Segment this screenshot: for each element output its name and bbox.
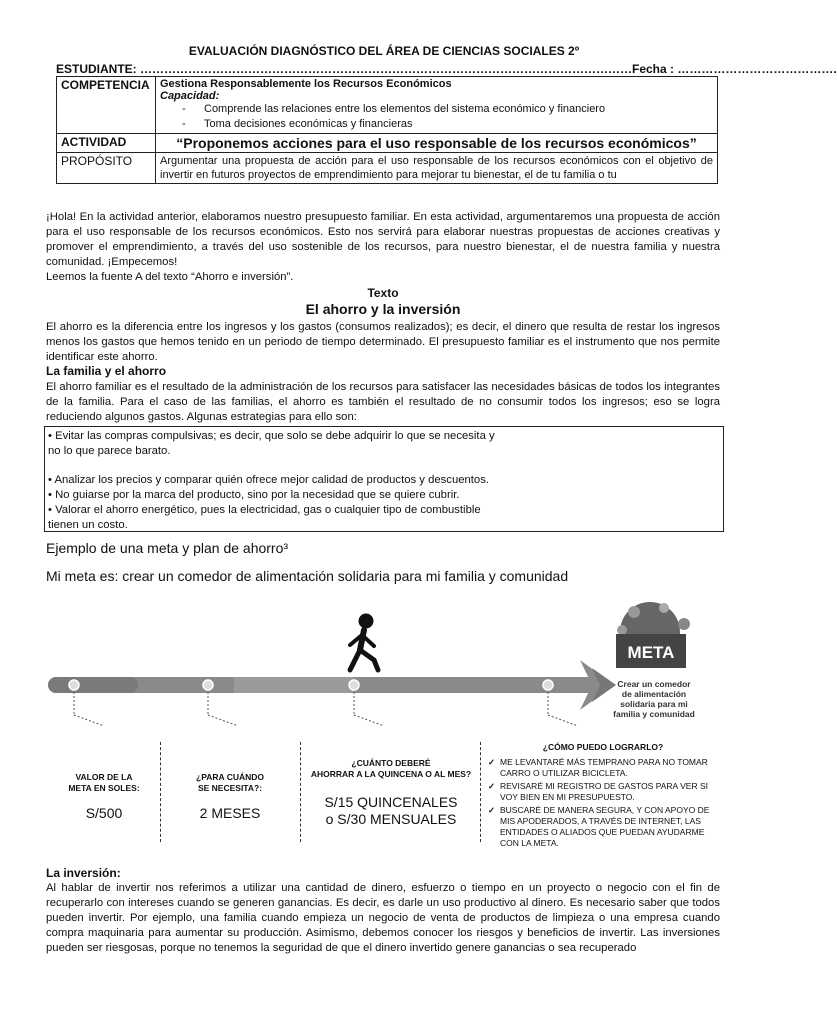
goal-value: S/500 xyxy=(85,805,123,821)
timeline-dot xyxy=(69,680,79,690)
page-title: EVALUACIÓN DIAGNÓSTICO DEL ÁREA DE CIENCIAS SOCIALES 2º xyxy=(188,44,580,58)
proposito-label: PROPÓSITO xyxy=(57,153,156,184)
competencia-value: Gestiona Responsablemente los Recursos Económicos xyxy=(160,78,452,90)
strategies-box xyxy=(44,426,724,532)
deadline-value: 2 MESES xyxy=(199,805,261,821)
example-goal: Mi meta es: crear un comedor de alimentación solidaria para mi familia y comunidad xyxy=(46,568,569,584)
saving-amount-value: S/15 QUINCENALES xyxy=(324,794,458,810)
strategy-item: • Analizar los precios y comparar quién ofrece mejor calidad de productos y descuentos. xyxy=(48,474,489,486)
example-title: Ejemplo de una meta y plan de ahorro³ xyxy=(46,540,289,556)
actividad-value: “Proponemos acciones para el uso responsable de los recursos económicos” xyxy=(156,134,718,153)
how-column xyxy=(488,742,718,851)
meta-caption-line: solidaria para mi xyxy=(620,699,688,709)
strategy-item: tienen un costo. xyxy=(48,519,128,531)
capacidad-item: - Toma decisiones económicas y financieras xyxy=(182,117,713,132)
investment-subhead: La inversión: xyxy=(46,866,121,880)
column-divider xyxy=(480,742,481,842)
competencia-cell xyxy=(156,77,718,134)
info-table xyxy=(56,76,718,184)
strategy-item: • Valorar el ahorro energético, pues la electricidad, gas o cualquier tipo de combustible xyxy=(48,504,481,516)
read-instruction: Leemos la fuente A del texto “Ahorro e inversión”. xyxy=(46,271,294,283)
meta-label: META xyxy=(627,643,675,662)
capacidad-label: Capacidad: xyxy=(160,90,220,102)
article-title: El ahorro y la inversión xyxy=(305,301,461,317)
saving-amount-head: AHORRAR A LA QUINCENA O AL MES? xyxy=(310,769,472,779)
saving-amount-head: ¿CUÁNTO DEBERÉ xyxy=(351,758,431,768)
meta-target-icon xyxy=(616,602,690,668)
deadline-column xyxy=(170,772,290,819)
timeline-dot xyxy=(203,680,213,690)
how-item: ✓ REVISARÉ MI REGISTRO DE GASTOS PARA VER SI VOY BIEN EN MI PRESUPUESTO. xyxy=(488,781,718,803)
strategy-item: • Evitar las compras compulsivas; es decir, que solo se debe adquirir lo que se necesita y xyxy=(48,430,495,442)
strategy-item: • No guiarse por la marca del producto, sino por la necesidad que se quiere cubrir. xyxy=(48,489,460,501)
text-label: Texto xyxy=(367,286,399,300)
column-divider xyxy=(160,742,161,842)
deadline-head: SE NECESITA?: xyxy=(197,783,263,793)
family-saving-paragraph: El ahorro familiar es el resultado de la administración de los recursos para satisfacer las necesidades básicas de todos los integrantes de la familia. Para el caso de las familias, el ahorro es también el resultado de no consumir todos los ingresos; eso se logra reduciendo algunos gastos. Algunas estrategias para ello son: xyxy=(46,381,720,423)
student-date-line: ESTUDIANTE: ……………………………………………………………………………………………………………Fecha : …………………………………. xyxy=(56,62,837,76)
goal-value-head: META EN SOLES: xyxy=(68,783,140,793)
how-head: ¿CÓMO PUEDO LOGRARLO? xyxy=(542,742,664,752)
meta-caption-line: Crear un comedor xyxy=(617,679,691,689)
walking-person-icon xyxy=(350,614,378,670)
article-paragraph: El ahorro es la diferencia entre los ingresos y los gastos (consumos realizados); es decir, el dinero que resulta de restar los ingresos menos los gastos que hemos tenido en un periodo de tiempo determinado. El presupuesto familiar es el instrumento que nos permite identificar este ahorro. xyxy=(46,321,720,363)
saving-amount-column xyxy=(306,758,476,828)
how-item: ✓ BUSCARÉ DE MANERA SEGURA, Y CON APOYO DE MIS APODERADOS, A TRAVÉS DE INTERNET, LAS ENTIDADES O ALIADOS QUE PUEDAN AYUDARME CON LA META. xyxy=(488,805,718,849)
timeline-dot xyxy=(543,680,553,690)
capacidad-list xyxy=(160,102,713,132)
capacidad-item: - Comprende las relaciones entre los elementos del sistema económico y financiero xyxy=(182,102,713,117)
goal-value-head: VALOR DE LA xyxy=(75,772,133,782)
column-divider xyxy=(300,742,301,842)
timeline-dot xyxy=(349,680,359,690)
goal-value-column xyxy=(56,772,152,819)
savings-timeline xyxy=(44,590,724,740)
proposito-value: Argumentar una propuesta de acción para el uso responsable de los recursos económicos con el objetivo de invertir en futuros proyectos de emprendimiento para mejorar tu bienestar, el de tu familia o tu xyxy=(156,153,718,184)
competencia-label: COMPETENCIA xyxy=(57,77,156,134)
saving-amount-value: o S/30 MENSUALES xyxy=(325,811,457,827)
family-saving-subhead: La familia y el ahorro xyxy=(46,364,167,378)
strategy-item: no lo que parece barato. xyxy=(48,445,171,457)
meta-caption-line: de alimentación xyxy=(621,689,687,699)
intro-paragraph: ¡Hola! En la actividad anterior, elaboramos nuestro presupuesto familiar. En esta actividad, argumentaremos una propuesta de acción para el uso responsable de los recursos económicos. Esto nos servirá para elaborar nuestras propuestas de acciones creativas y promover el emprendimiento, a través del uso sostenible de los recursos, para nuestro bienestar, el de nuestra familia y nuestra comunidad. ¡Empecemos! xyxy=(46,211,720,268)
meta-caption-line: familia y comunidad xyxy=(613,709,695,719)
deadline-head: ¿PARA CUÁNDO xyxy=(196,772,264,782)
investment-paragraph: Al hablar de invertir nos referimos a utilizar una cantidad de dinero, esfuerzo o tiempo en un proyecto o negocio con el fin de recuperarlo con intereses cuando se generen ganancias. Es decir, es darle un uso productivo al dinero. Es necesario saber que todos pueden invertir. Por ejemplo, una familia cuando empieza un negocio de venta de productos de limpieza o una empresa cuando compra maquinaria para aumentar su producción. Asimismo, debemos conocer los riesgos y beneficios de invertir. Las inversiones pueden ser riesgosas, porque no tenemos la seguridad de que el dinero invertido genere ganancias o sea recuperado xyxy=(46,882,720,954)
actividad-label: ACTIVIDAD xyxy=(57,134,156,153)
how-list xyxy=(488,757,718,849)
how-item: ✓ ME LEVANTARÉ MÁS TEMPRANO PARA NO TOMAR CARRO O UTILIZAR BICICLETA. xyxy=(488,757,718,779)
